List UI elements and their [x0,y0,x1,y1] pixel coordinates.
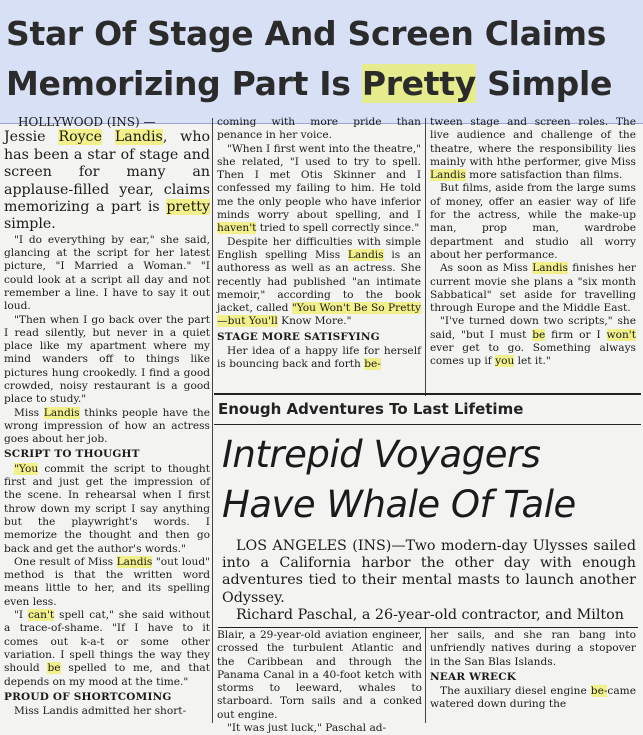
section-rule [218,627,638,628]
headline-line-2: Memorizing Part Is Pretty Simple [6,64,613,103]
subhead: NEAR WRECK [430,670,517,683]
highlight-pretty: Pretty [361,64,476,103]
subhead: PROUD OF SHORTCOMING [4,690,172,703]
column-3 [430,116,636,369]
subhead: STAGE MORE SATISFYING [217,330,380,343]
section-rule [214,424,641,425]
story-headline-line-1: Intrepid Voyagers [222,433,541,476]
paragraph: Richard Paschal, a 26-year-old contractor, and Milton [236,606,624,623]
paragraph: tween stage and screen roles. The live audience and challenge of the theatre, where the responsibility lies mainly with hthe performer, give Miss Landis more satisfaction than films. [430,116,636,182]
story-lead [222,538,636,624]
paragraph: "I can't spell cat," she said without a trace-of-shame. "If I have to it comes out k-a-t or some other variation. I spell things the way they should be spelled to me, and that depends on my mood at the time." [4,609,210,688]
paragraph: "You commit the script to thought first and just get the impression of the scene. In rehearsal when I first throw down my script I say anything but the playwright's words. I memorize the thought and then go back and get the author's words." [4,462,210,555]
story-column-1 [217,629,422,735]
paragraph: "Then when I go back over the part I read silently, but never in a quiet place like my apartment where my mind wanders off to things like pictures hung crookedly. I find a good crowded, noisy restaurant is a good place to study." [4,313,210,406]
paragraph: Miss Landis admitted her short- [14,705,187,718]
paragraph: coming with more pride than penance in her voice. [217,116,421,142]
paragraph: Blair, a 29-year-old aviation engineer, crossed the turbulent Atlantic and the Caribbean and through the Panama Canal in a 40-foot ketch with storms to leeward, whales to starboard. Torn sails and a conked out engine. [217,629,422,721]
column-rule [212,118,213,723]
subhead: SCRIPT TO THOUGHT [4,448,140,461]
paragraph: "It was just luck," Paschal ad- [227,722,387,735]
paragraph: As soon as Miss Landis finishes her current movie she plans a "six month Sabbatical" set aside for travelling through Europe and the Middle East. [430,262,636,315]
section-rule [214,393,641,395]
kicker-headline: Enough Adventures To Last Lifetime [218,400,524,418]
column-1 [4,116,210,718]
story-column-2 [430,629,636,712]
paragraph: LOS ANGELES (INS)—Two modern-day Ulysses sailed into a California harbor the other day with enough adventures tied to their mental masts to launch another Odyssey. [222,538,636,606]
column-2 [217,116,421,372]
paragraph: "I do everything by ear," she said, glancing at the script for her latest picture, "I Married a Woman." "I could look at a script all day and not remember a line. I have to say it out loud. [4,233,210,313]
story-headline-line-2: Have Whale Of Tale [222,483,576,526]
column-rule [425,118,426,396]
paragraph: Her idea of a happy life for herself is bouncing back and forth be- [217,345,421,371]
paragraph: Miss Landis thinks people have the wrong impression of how an actress goes about her job. [4,406,210,446]
headline-line-1: Star Of Stage And Screen Claims [6,14,607,53]
paragraph: "I've turned down two scripts," she said, "but I must be firm or I won't ever get to go. Something always comes up if you let it." [430,315,636,368]
column-rule [425,628,426,723]
paragraph: "When I first went into the theatre," she related, "I used to try to spell. Then I met Otis Skinner and I confessed my failing to him. He told me the only people who have inferior minds worry about spelling, and I haven't tried to spell correctly since." [217,142,421,235]
paragraph: But films, aside from the large sums of money, offer an easier way of life for the actress, while the make-up man, prop man, wardrobe department and studio all worry about her performance. [430,182,636,261]
paragraph: her sails, and she ran bang into unfriendly natives during a stopover in the San Blas Islands. [430,629,636,668]
lead-paragraph: Jessie Royce Landis, who has been a star of stage and screen for many an applause-filled year, claims memorizing a part is pretty simple. [4,129,210,233]
dateline: HOLLYWOOD (INS) — [18,115,156,129]
paragraph: Despite her difficulties with simple English spelling Miss Landis is an authoress as well as an actress. She recently had published "an intimate memoir," according to the book jacket, called "You Won't Be So Pretty—but You'll Know More." [217,235,421,328]
paragraph: The auxiliary diesel engine be-came watered down during the [430,685,636,711]
paragraph: One result of Miss Landis "out loud" method is that the written word means little to her, and its spelling even less. [4,555,210,608]
